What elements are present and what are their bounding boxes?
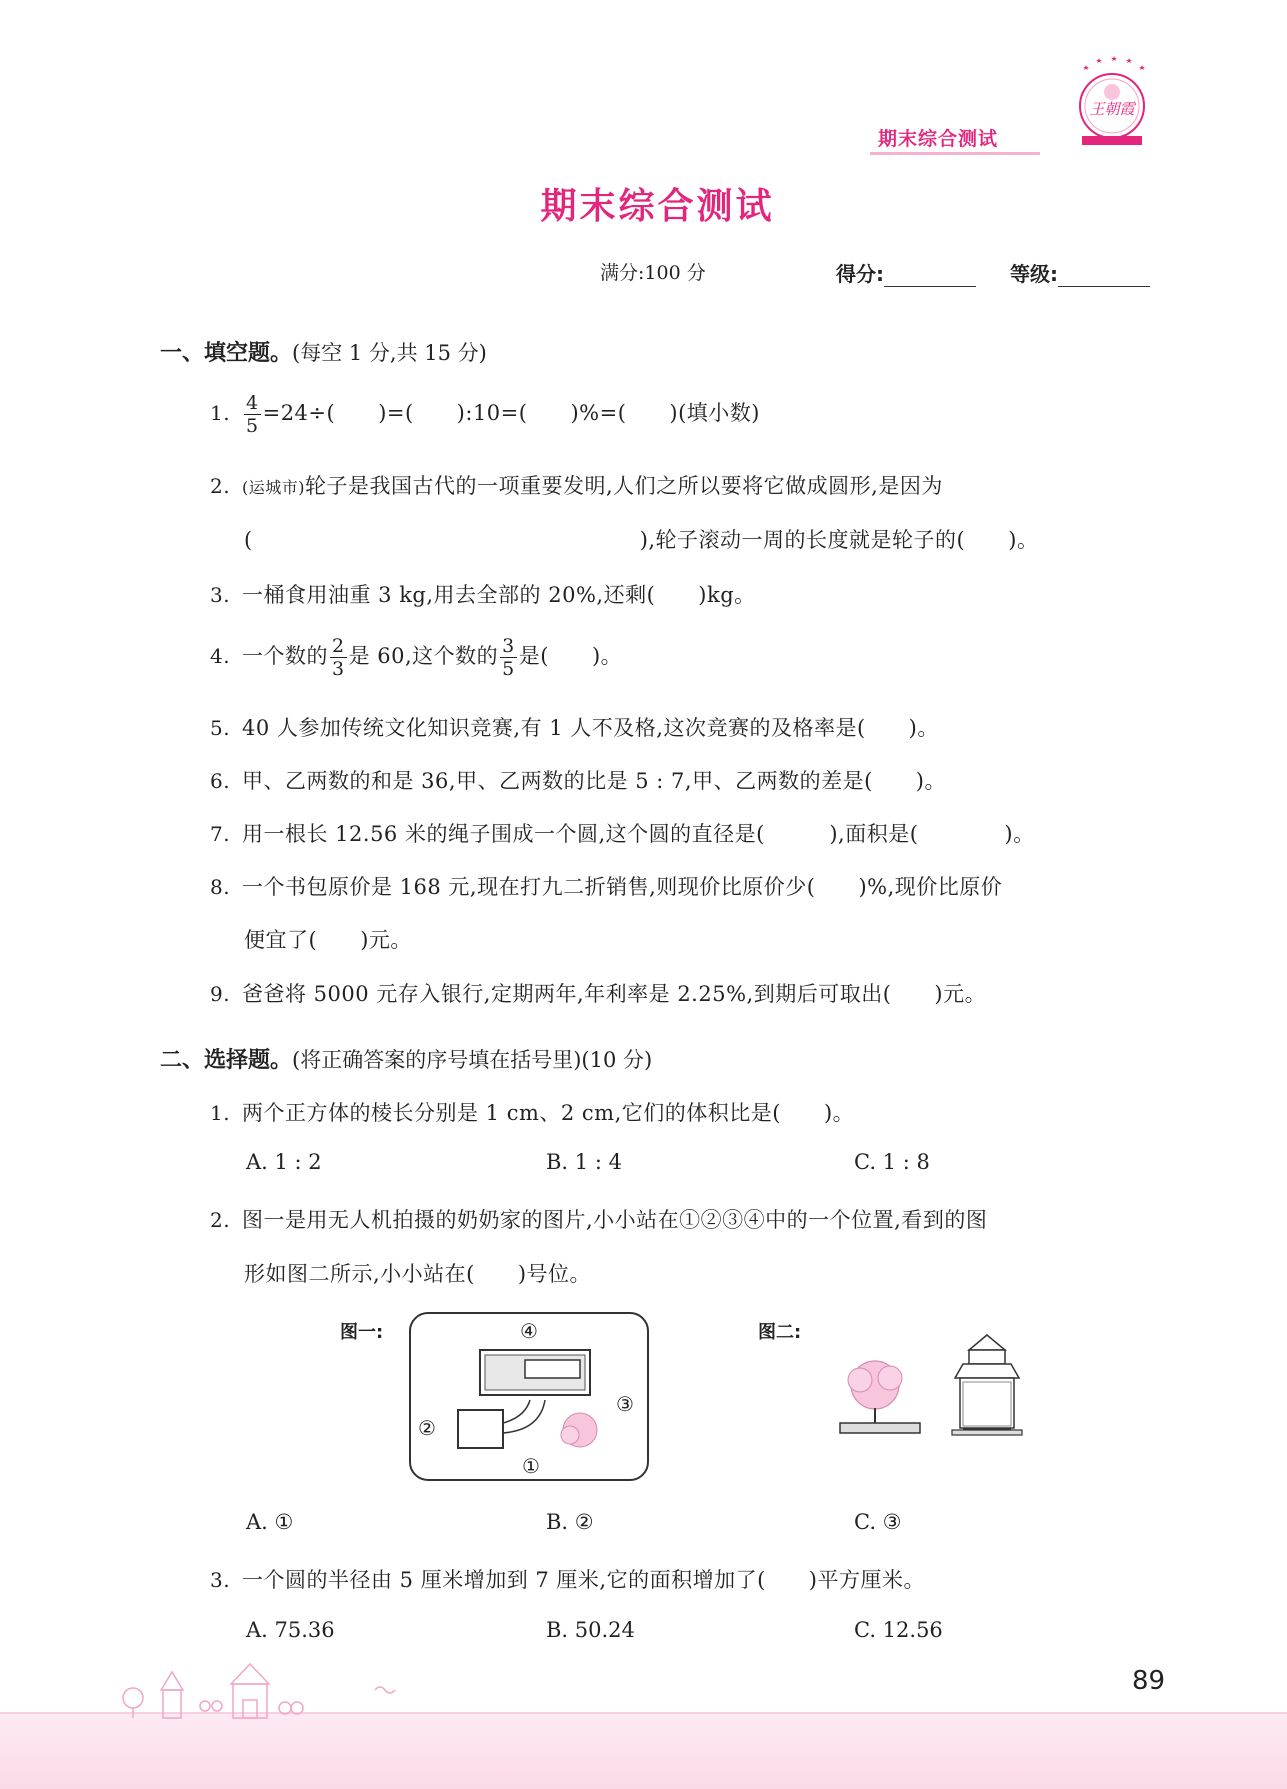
q-number: 1.	[210, 401, 231, 425]
s1-q8	[210, 871, 1002, 901]
q-number: 3.	[210, 1568, 231, 1592]
s1-q2-line2: ( ),轮子滚动一周的长度就是轮子的( )。	[244, 528, 1039, 552]
page-number: 89	[1132, 1666, 1166, 1696]
s2-q2-option-b[interactable]: B. ②	[546, 1510, 594, 1534]
q-text: 图一是用无人机拍摄的奶奶家的图片,小小站在①②③④中的一个位置,看到的图	[242, 1208, 988, 1232]
grade-label: 等级:	[1010, 262, 1058, 286]
section2-heading: 二、选择题。	[160, 1048, 293, 1073]
q-text: 一桶食用油重 3 kg,用去全部的 20%,还剩( )kg。	[242, 583, 756, 607]
q-number: 1.	[210, 1101, 231, 1125]
s2-q3	[210, 1564, 925, 1594]
s2-q2-line2: 形如图二所示,小小站在( )号位。	[244, 1262, 592, 1286]
s2-q1-option-c[interactable]: C. 1 : 8	[854, 1150, 930, 1174]
q-text: 是 60,这个数的	[348, 644, 499, 668]
position-1-label: ①	[522, 1454, 540, 1478]
figure2-front-view	[835, 1330, 1050, 1440]
q-text: 两个正方体的棱长分别是 1 cm、2 cm,它们的体积比是( )。	[242, 1101, 855, 1125]
s2-q2-option-a[interactable]: A. ①	[246, 1510, 294, 1534]
q-text: 用一根长 12.56 米的绳子围成一个圆,这个圆的直径是( ),面积是( )。	[242, 822, 1035, 846]
figure1-label: 图一:	[340, 1322, 384, 1343]
q-number: 2.	[210, 1208, 231, 1232]
s2-q3-option-b[interactable]: B. 50.24	[546, 1618, 635, 1642]
page-title: 期末综合测试	[540, 186, 775, 227]
s2-q3-option-a[interactable]: A. 75.36	[246, 1618, 335, 1642]
castle-decoration-icon	[115, 1660, 415, 1720]
q-number: 6.	[210, 769, 231, 793]
q-number: 7.	[210, 822, 231, 846]
grade-field	[1010, 258, 1150, 287]
fraction-denominator: 5	[246, 415, 259, 437]
s1-q4	[210, 635, 622, 680]
q-text: 一个数的	[242, 644, 328, 668]
fraction-numerator: 3	[502, 635, 515, 657]
s1-q9	[210, 978, 986, 1008]
position-2-label: ②	[418, 1416, 436, 1440]
s2-q2-option-c[interactable]: C. ③	[854, 1510, 902, 1534]
fraction-numerator: 2	[332, 635, 345, 657]
section1-heading: 一、填空题。	[160, 341, 293, 366]
s2-q1	[210, 1097, 854, 1127]
s1-q2	[210, 470, 943, 500]
s1-q7	[210, 818, 1035, 848]
s1-q5	[210, 712, 939, 742]
s1-q3	[210, 579, 756, 609]
q-text: 甲、乙两数的和是 36,甲、乙两数的比是 5 : 7,甲、乙两数的差是( )。	[242, 769, 946, 793]
fraction-denominator: 5	[502, 658, 515, 680]
figure2-label: 图二:	[758, 1322, 802, 1343]
position-4-label: ④	[520, 1319, 538, 1343]
section2-header	[160, 1043, 652, 1074]
fraction	[244, 392, 261, 437]
q-text: 一个圆的半径由 5 厘米增加到 7 厘米,它的面积增加了( )平方厘米。	[242, 1568, 925, 1592]
s2-q1-option-b[interactable]: B. 1 : 4	[546, 1150, 622, 1174]
q-text: 40 人参加传统文化知识竞赛,有 1 人不及格,这次竞赛的及格率是( )。	[242, 716, 939, 740]
source-tag: (运城市)	[242, 478, 305, 497]
q-number: 4.	[210, 644, 231, 668]
q-text: 轮子是我国古代的一项重要发明,人们之所以要将它做成圆形,是因为	[305, 474, 943, 498]
q-number: 9.	[210, 982, 231, 1006]
q-text: 爸爸将 5000 元存入银行,定期两年,年利率是 2.25%,到期后可取出( )元。	[242, 982, 987, 1006]
fraction-denominator: 3	[332, 658, 345, 680]
q-text: 是( )。	[518, 644, 623, 668]
q-number: 2.	[210, 474, 231, 498]
footer-band	[0, 1712, 1287, 1789]
brand-seal-logo	[1072, 56, 1152, 156]
s1-q1	[210, 392, 760, 437]
fraction-numerator: 4	[246, 392, 259, 414]
score-label: 得分:	[836, 262, 884, 286]
header-underline	[870, 152, 1040, 155]
s1-q8-line2: 便宜了( )元。	[244, 928, 412, 952]
s1-q6	[210, 765, 946, 795]
q-number: 8.	[210, 875, 231, 899]
grade-blank[interactable]	[1058, 266, 1150, 287]
q-number: 3.	[210, 583, 231, 607]
score-blank[interactable]	[884, 266, 976, 287]
q-text: =24÷( )=( ):10=( )%=( )(填小数)	[262, 401, 760, 425]
header-tag: 期末综合测试	[878, 128, 999, 150]
s2-q3-option-c[interactable]: C. 12.56	[854, 1618, 943, 1642]
svg-text:王朝霞: 王朝霞	[1089, 100, 1135, 118]
fraction	[500, 635, 517, 680]
section1-header	[160, 336, 487, 367]
score-field	[836, 258, 976, 287]
s2-q1-option-a[interactable]: A. 1 : 2	[246, 1150, 322, 1174]
section1-note: (每空 1 分,共 15 分)	[292, 341, 487, 365]
section2-note: (将正确答案的序号填在括号里)(10 分)	[292, 1048, 653, 1072]
position-3-label: ③	[616, 1392, 634, 1416]
q-number: 5.	[210, 716, 231, 740]
q-text: 一个书包原价是 168 元,现在打九二折销售,则现价比原价少( )%,现价比原价	[242, 875, 1003, 899]
s2-q2	[210, 1204, 987, 1234]
fraction	[330, 635, 347, 680]
full-marks: 满分:100 分	[600, 262, 706, 284]
